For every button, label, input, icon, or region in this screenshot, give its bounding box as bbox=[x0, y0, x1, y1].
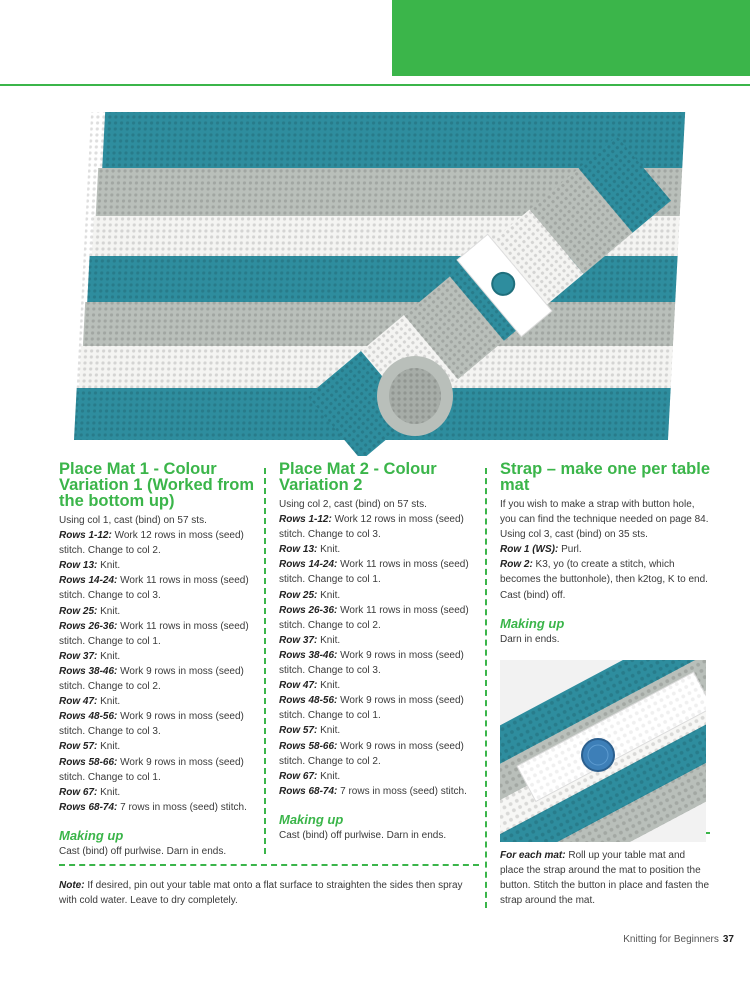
row-text: K3, yo (to create a stitch, which becomes the buttonhole), then k2tog, K to end. bbox=[500, 559, 708, 586]
instruction-row bbox=[279, 769, 484, 784]
row-label: Rows 68-74: bbox=[279, 785, 338, 797]
row-text: Work 9 rows in moss (seed) stitch. Change to col 1. bbox=[279, 695, 464, 722]
row-text: Purl. bbox=[558, 544, 582, 556]
place-mat-1-section bbox=[59, 461, 264, 859]
row-label: Row 37: bbox=[59, 650, 98, 662]
instruction-row bbox=[59, 800, 264, 815]
strap-intro: If you wish to make a strap with button hole, you can find the technique needed on page 84. Using col 3, cast (bind) on 35 sts. bbox=[500, 499, 709, 541]
making-up-heading: Making up bbox=[279, 811, 344, 827]
row-text: Knit. bbox=[317, 589, 341, 601]
place-mat-2-rows bbox=[279, 512, 484, 799]
place-mat-2-section bbox=[279, 461, 484, 843]
row-label: Row 47: bbox=[279, 680, 318, 692]
row-label: Row 37: bbox=[279, 634, 318, 646]
row-text: Knit. bbox=[97, 650, 121, 662]
place-mat-1-heading: Place Mat 1 - Colour Variation 1 (Worked from the bottom up) bbox=[59, 460, 254, 510]
instruction-row bbox=[279, 512, 484, 542]
row-text: 7 rows in moss (seed) stitch. bbox=[337, 785, 467, 797]
instruction-row bbox=[59, 649, 264, 664]
instruction-row bbox=[59, 664, 264, 694]
row-label: Rows 1-12: bbox=[279, 514, 332, 526]
row-text: 7 rows in moss (seed) stitch. bbox=[117, 801, 247, 813]
strap-section bbox=[500, 461, 710, 647]
strap-rows bbox=[500, 542, 710, 587]
page-footer bbox=[623, 934, 734, 945]
instruction-row bbox=[279, 588, 484, 603]
caption-label: For each mat: bbox=[500, 850, 566, 861]
row-text: Work 9 rows in moss (seed) stitch. Change to col 1. bbox=[59, 756, 244, 783]
instruction-row bbox=[59, 528, 264, 558]
row-text: Knit. bbox=[317, 680, 341, 692]
place-mat-2-intro: Using col 2, cast (bind) on 57 sts. bbox=[279, 499, 427, 510]
column-divider-1 bbox=[264, 468, 266, 854]
instruction-row bbox=[59, 604, 264, 619]
note-label: Note: bbox=[59, 880, 85, 891]
strap-caption bbox=[500, 848, 710, 908]
instruction-row bbox=[279, 542, 484, 557]
instruction-row bbox=[59, 694, 264, 709]
instruction-row bbox=[59, 755, 264, 785]
row-label: Row 57: bbox=[59, 741, 98, 753]
row-label: Rows 48-56: bbox=[279, 695, 338, 707]
row-text: Knit. bbox=[97, 786, 121, 798]
row-text: Knit. bbox=[317, 725, 341, 737]
row-label: Row 67: bbox=[59, 786, 98, 798]
row-label: Rows 14-24: bbox=[59, 575, 118, 587]
row-label: Rows 26-36: bbox=[279, 604, 338, 616]
column-divider-2 bbox=[485, 468, 487, 908]
instruction-row bbox=[59, 739, 264, 754]
row-label: Row 1 (WS): bbox=[500, 544, 559, 556]
row-text: Knit. bbox=[97, 605, 121, 617]
row-text: Work 12 rows in moss (seed) stitch. Change to col 3. bbox=[279, 514, 464, 541]
row-label: Rows 68-74: bbox=[59, 801, 118, 813]
row-label: Row 25: bbox=[279, 589, 318, 601]
row-text: Work 9 rows in moss (seed) stitch. Change to col 3. bbox=[279, 649, 464, 677]
row-label: Row 57: bbox=[279, 725, 318, 737]
row-label: Rows 38-46: bbox=[279, 649, 338, 661]
instruction-row bbox=[279, 648, 484, 678]
note-divider bbox=[59, 864, 479, 866]
place-mat-photo bbox=[60, 96, 710, 456]
caption-text: Roll up your table mat and place the strap around the mat to position the button. Stitch the button in place and fasten the strap around the mat. bbox=[500, 850, 710, 907]
row-text: Work 11 rows in moss (seed) stitch. Change to col 3. bbox=[59, 575, 249, 602]
instruction-row bbox=[279, 633, 484, 648]
instruction-row bbox=[279, 784, 484, 799]
place-mat-1-intro: Using col 1, cast (bind) on 57 sts. bbox=[59, 515, 207, 526]
instruction-row bbox=[279, 693, 484, 723]
footer-title: Knitting for Beginners bbox=[623, 934, 719, 945]
row-text: Work 9 rows in moss (seed) stitch. Change to col 2. bbox=[279, 740, 464, 767]
instruction-row bbox=[279, 723, 484, 738]
row-text: Work 9 rows in moss (seed) stitch. Change to col 2. bbox=[59, 665, 244, 693]
note-text: If desired, pin out your table mat onto a flat surface to straighten the sides then spray with cold water. Leave to dry completely. bbox=[59, 880, 463, 907]
instruction-row bbox=[59, 785, 264, 800]
place-mat-2-heading: Place Mat 2 - Colour Variation 2 bbox=[279, 460, 437, 494]
instruction-row bbox=[500, 542, 710, 557]
making-up-text: Cast (bind) off purlwise. Darn in ends. bbox=[59, 845, 227, 857]
row-label: Rows 26-36: bbox=[59, 620, 118, 632]
row-text: Work 11 rows in moss (seed) stitch. Change to col 1. bbox=[279, 559, 469, 586]
instruction-row bbox=[279, 603, 484, 633]
row-text: Knit. bbox=[317, 544, 341, 556]
instruction-row bbox=[279, 739, 484, 769]
row-label: Rows 38-46: bbox=[59, 665, 118, 677]
strap-cast-off: Cast (bind) off. bbox=[500, 589, 566, 601]
making-up-text: Cast (bind) off purlwise. Darn in ends. bbox=[279, 829, 447, 841]
row-text: Knit. bbox=[97, 560, 121, 572]
row-text: Work 11 rows in moss (seed) stitch. Change to col 2. bbox=[279, 604, 469, 631]
row-label: Rows 48-56: bbox=[59, 711, 118, 723]
making-up-heading: Making up bbox=[59, 827, 124, 843]
making-up-text: Darn in ends. bbox=[500, 633, 560, 645]
row-label: Rows 58-66: bbox=[59, 756, 118, 768]
row-label: Row 2: bbox=[500, 559, 533, 571]
instruction-row bbox=[59, 709, 264, 739]
row-label: Rows 58-66: bbox=[279, 740, 338, 752]
row-label: Row 13: bbox=[59, 560, 98, 572]
row-label: Row 47: bbox=[59, 696, 98, 708]
instruction-row bbox=[59, 619, 264, 649]
row-text: Knit. bbox=[317, 770, 341, 782]
row-text: Knit. bbox=[97, 741, 121, 753]
header-color-block bbox=[392, 0, 750, 76]
row-text: Knit. bbox=[317, 634, 341, 646]
instruction-row bbox=[500, 557, 710, 587]
strap-heading: Strap – make one per table mat bbox=[500, 460, 710, 494]
row-label: Rows 14-24: bbox=[279, 559, 338, 571]
instruction-row bbox=[279, 678, 484, 693]
making-up-heading: Making up bbox=[500, 615, 565, 631]
instruction-row bbox=[279, 557, 484, 587]
row-label: Row 25: bbox=[59, 605, 98, 617]
instruction-row bbox=[59, 558, 264, 573]
row-text: Work 12 rows in moss (seed) stitch. Change to col 2. bbox=[59, 530, 244, 557]
row-label: Rows 1-12: bbox=[59, 530, 112, 542]
place-mat-1-rows bbox=[59, 528, 264, 815]
header-rule bbox=[0, 84, 750, 86]
instruction-row bbox=[59, 573, 264, 603]
row-label: Row 13: bbox=[279, 544, 318, 556]
page-number: 37 bbox=[722, 934, 734, 945]
strap-detail-photo bbox=[500, 660, 706, 842]
note bbox=[59, 878, 479, 908]
row-text: Work 9 rows in moss (seed) stitch. Change to col 3. bbox=[59, 711, 244, 738]
row-label: Row 67: bbox=[279, 770, 318, 782]
row-text: Knit. bbox=[97, 696, 121, 708]
row-text: Work 11 rows in moss (seed) stitch. Change to col 1. bbox=[59, 620, 249, 647]
